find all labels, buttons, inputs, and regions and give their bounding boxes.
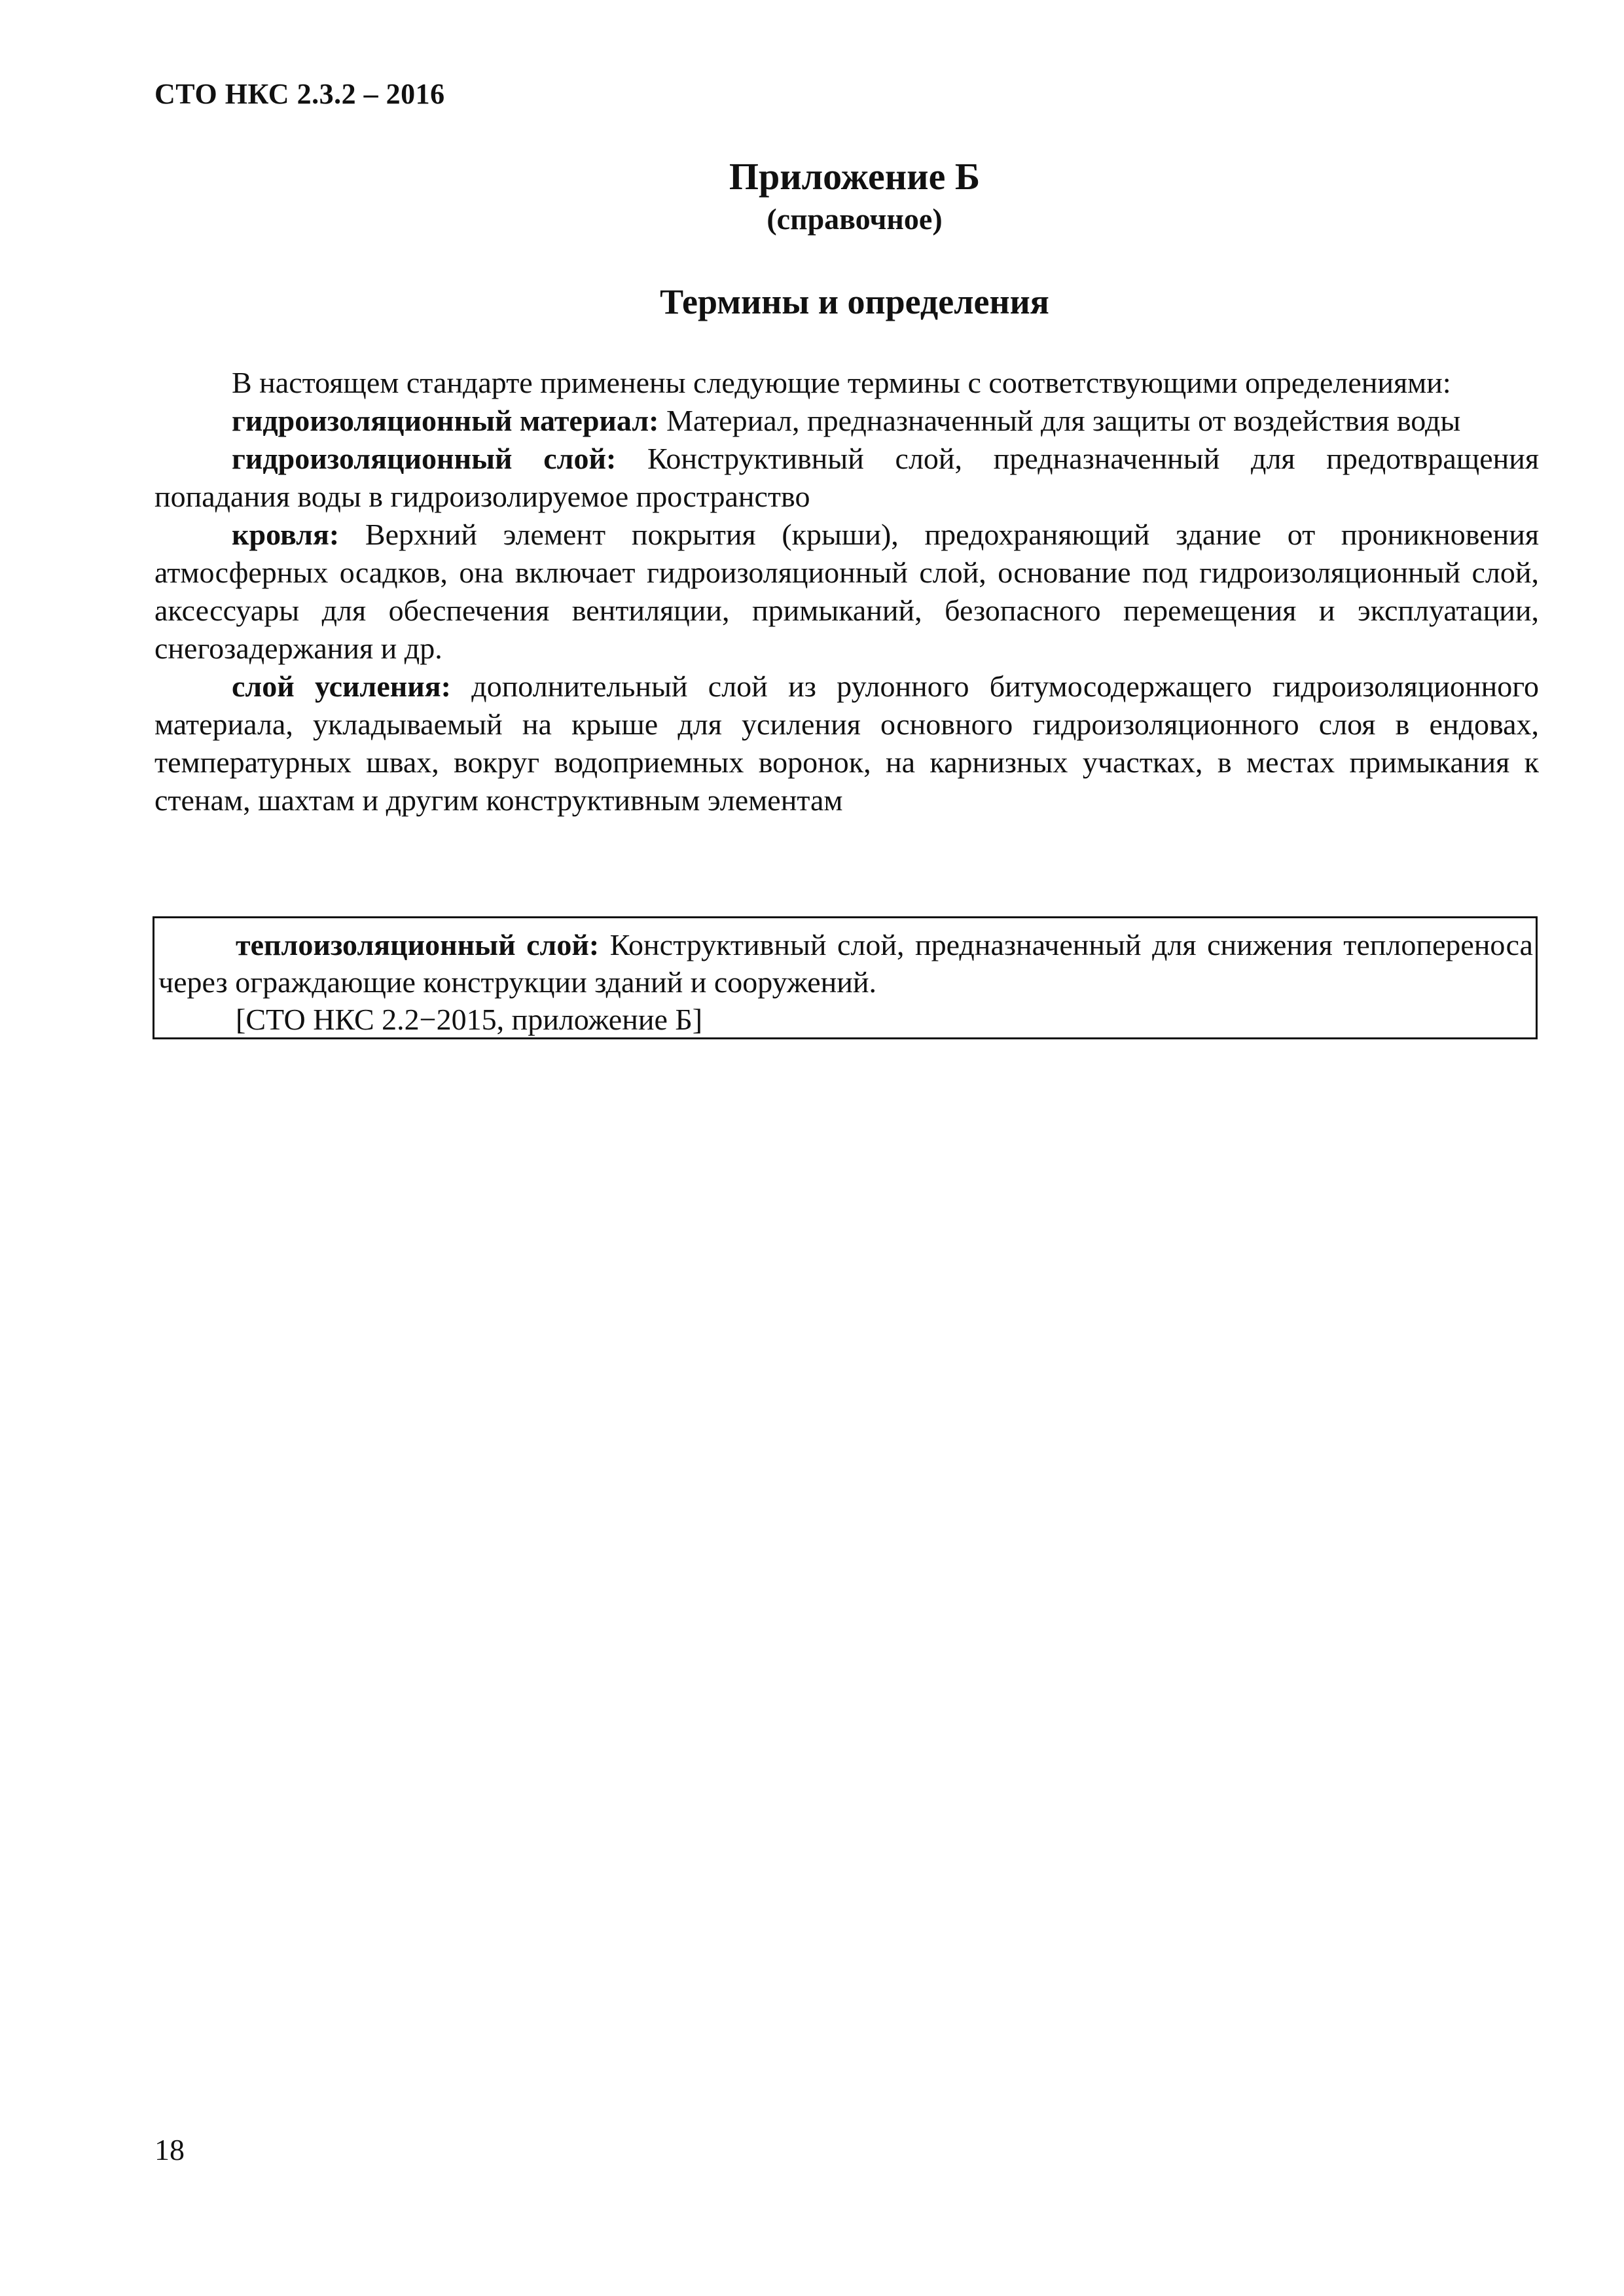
term-entry: [154, 440, 1539, 516]
boxed-term-name: теплоизоляционный слой:: [236, 928, 600, 961]
term-definition: Конструктивный слой, предназначенный для предотвращения попадания воды в гидроизолируемое пространство: [154, 442, 1539, 513]
boxed-term-source: [СТО НКС 2.2−2015, приложение Б]: [236, 1003, 703, 1036]
terms-body: [154, 364, 1539, 819]
boxed-term-frame: [153, 916, 1538, 1039]
document-code-header: СТО НКС 2.3.2 – 2016: [154, 78, 445, 110]
annex-subtitle: (справочное): [767, 202, 943, 236]
intro-paragraph: В настоящем стандарте применены следующие термины с соответствующими определениями:: [232, 366, 1451, 399]
section-title: Термины и определения: [660, 282, 1049, 321]
term-name: гидроизоляционный слой:: [232, 442, 617, 475]
boxed-term-definition: Конструктивный слой, предназначенный для снижения теплопереноса через ограждающие конструкции зданий и сооружений.: [158, 928, 1533, 999]
term-name: слой усиления:: [232, 670, 451, 703]
annex-title: Приложение Б: [729, 155, 981, 198]
term-definition: Материал, предназначенный для защиты от воздействия воды: [659, 404, 1461, 437]
term-name: гидроизоляционный материал:: [232, 404, 659, 437]
page-number: 18: [154, 2133, 185, 2166]
boxed-term-entry: [158, 926, 1533, 1001]
term-entry: [154, 516, 1539, 668]
term-entry: [154, 402, 1539, 440]
term-definition: дополнительный слой из рулонного битумосодержащего гидроизоляционного материала, укладываемый на крыше для усиления основного гидроизоляционного слоя в ендовах, температурных швах, вокруг водоприемных воронок, на карнизных участках, в местах примыкания к стенам, шахтам и другим конструктивным элементам: [154, 670, 1540, 817]
term-entry: [154, 668, 1539, 819]
term-name: кровля:: [232, 518, 340, 551]
term-definition: Верхний элемент покрытия (крыши), предохраняющий здание от проникновения атмосферных осадков, она включает гидроизоляционный слой, основание под гидроизоляционный слой, аксессуары для обеспечения вентиляции, примыканий, безопасного перемещения и эксплуатации, снегозадержания и др.: [154, 518, 1539, 665]
